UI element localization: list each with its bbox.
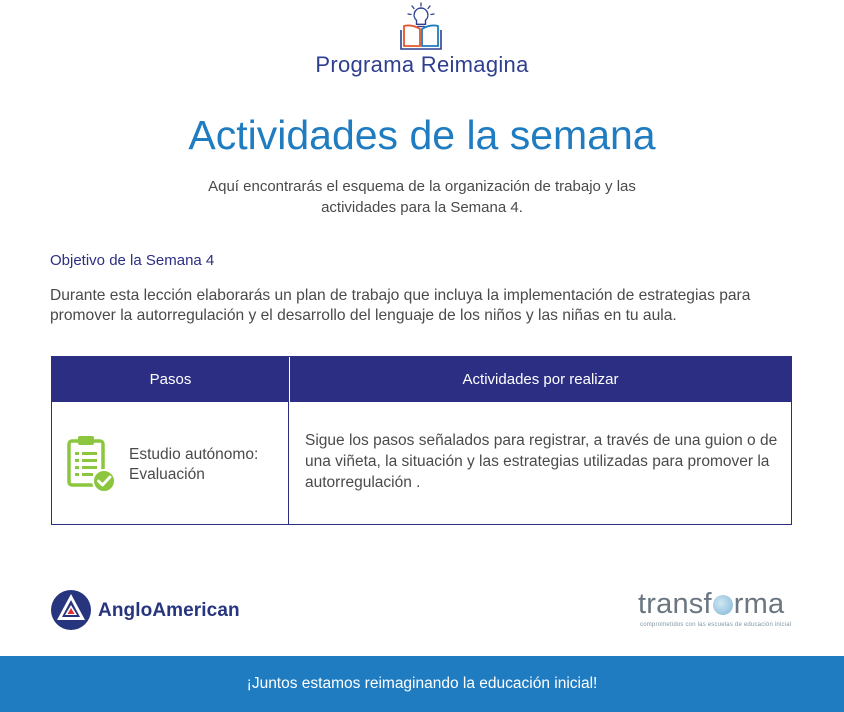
transforma-text-start: transf: [638, 588, 712, 620]
column-header-steps: Pasos: [52, 357, 289, 402]
activity-line: Sigue los pasos señalados para registrar, a través de una guion o de: [305, 432, 778, 449]
subtitle-line: actividades para la Semana 4.: [321, 199, 523, 216]
footer-banner: [0, 656, 844, 712]
anglo-american-logo: [50, 588, 250, 632]
step-line: Evaluación: [129, 466, 205, 483]
transforma-logo: [636, 588, 796, 634]
activity-description: [305, 430, 785, 493]
activity-line: autorregulación .: [305, 474, 421, 491]
column-header-activities: Actividades por realizar: [290, 357, 791, 402]
book-lightbulb-icon: [396, 2, 446, 50]
page-subtitle: [0, 176, 844, 218]
step-label: [129, 445, 279, 485]
transforma-tagline: comprometidos con las escuelas de educación inicial: [640, 622, 792, 628]
objective-text: [50, 286, 800, 326]
objective-line: Durante esta lección elaborarás un plan de trabajo que incluya la implementación de estrategias para: [50, 287, 751, 304]
step-line: Estudio autónomo:: [129, 446, 259, 463]
objective-line: promover la autorregulación y el desarrollo del lenguaje de los niños y las niñas en tu aula.: [50, 307, 677, 324]
program-name: Programa Reimagina: [315, 52, 529, 77]
anglo-american-wordmark: AngloAmerican: [98, 600, 240, 621]
column-divider: [288, 402, 289, 524]
objective-heading: Objetivo de la Semana 4: [50, 252, 215, 269]
anglo-american-mark-icon: [50, 588, 92, 632]
transforma-wordmark: [638, 588, 784, 621]
banner-text: ¡Juntos estamos reimaginando la educación inicial!: [246, 675, 598, 692]
activities-table: [51, 356, 792, 525]
clipboard-check-icon: [67, 435, 117, 495]
globe-icon: [713, 595, 733, 615]
subtitle-line: Aquí encontrarás el esquema de la organización de trabajo y las: [208, 178, 636, 195]
page-title: Actividades de la semana: [188, 112, 656, 158]
transforma-text-end: rma: [733, 588, 785, 620]
activity-line: una viñeta, la situación y las estrategias utilizadas para promover la: [305, 453, 770, 470]
